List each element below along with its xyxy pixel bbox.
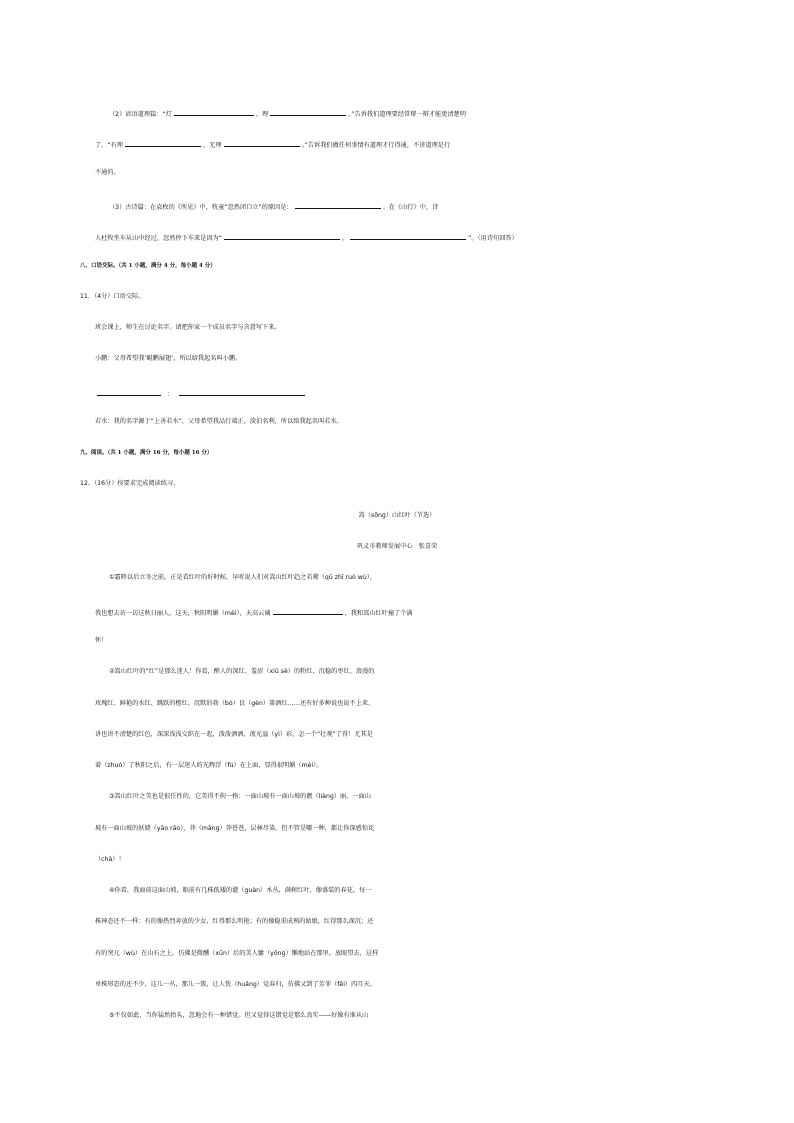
text: ，我和嵩山红叶撞了个满 (344, 610, 413, 617)
p4-line1: ④你看，我面前这面山坡，眼前有几株低矮的灌（guàn）木丛，满树红叶，像盛装的春花，每一 (109, 887, 372, 894)
article-author: 巩义市教师发展中心 张喜荣 (356, 543, 438, 550)
text: ， (341, 235, 349, 242)
q11-intro: 班会课上，师生在讨论名字。请把你家一个成员名字与含意写下来。 (95, 324, 281, 331)
text: 人杜牧坐车从山中经过，忽然停下车来是因为“ (95, 235, 222, 242)
text: 了。“有理 (95, 142, 123, 149)
p4-line4: 单株形态的还不少，这儿一丛，那儿一簇，让人恍（huǎng）觉春归，仿佛又到了芳菲（fēi）四月天。 (95, 981, 376, 988)
p2-line4: 着（zhuó）了秋阳之后，有一层迷人的光辉浮（fú）在上面，显得很明媚（mèi）。 (95, 762, 323, 769)
q10-part2-line2 (0, 132, 794, 156)
p3-line2: 坡有一面山坡的妖娆（yāo ráo），莽（mǎng）莽苍苍，层林尽染。但不管是哪一种，都让你深感惊诧 (95, 825, 375, 832)
text: ，理 (255, 111, 269, 118)
p1-line1: ①霜降以后立冬之前，正是看红叶的好时候，早听说人们对嵩山红叶趋之若鹜（qū zhī ruò wù）， (109, 574, 377, 581)
q10-part3-line2 (0, 225, 794, 249)
text: （3）古诗篇：在袁枚的《所见》中，牧童“忽然闭口立”的原因是： (109, 204, 293, 211)
p4-line2: 株神态还不一样：有的像热烈奔放的少女，红得那么明艳；有的像稳重成熟的姑娘，红得那么深沉；还 (95, 918, 374, 925)
colon-text: ： (167, 391, 174, 398)
answer-blank[interactable] (270, 101, 346, 116)
answer-blank[interactable] (174, 101, 254, 116)
q11-xiaopeng: 小鹏：父母希望我‘鲲鹏展翅’，所以给我起名叫小鹏。 (95, 355, 242, 362)
section-8-heading: 八、口语交际。（共 1 小题，满分 4 分，每小题 4 分） (80, 263, 216, 269)
answer-blank[interactable] (224, 225, 340, 240)
answer-blank[interactable] (125, 132, 201, 147)
p4-line3: 有的突兀（wù）在山石之上，仿佛是微醺（xūn）后的美人慵（yōnɡ）懒地站在那里。放眼望去，这样 (95, 950, 379, 957)
q11-title: 11．（4分）口语交际。 (80, 293, 145, 300)
p5-line1: ⑤不仅如此，当你猛然抬头，忽地会有一种错觉。但又觉得这错觉是那么真实——好像有谁从山 (109, 1012, 369, 1019)
p1-line2 (0, 600, 794, 624)
q12-title: 12．（16分）按要求完成阅读练习。 (80, 480, 180, 487)
q10-part3-line1 (0, 194, 794, 218)
q11-ruoshui: 若水：我的名字源于“上善若水”，父母希望我品行端正，淡泊名利，所以给我起名叫若水。 (95, 418, 343, 425)
answer-blank[interactable] (224, 132, 300, 147)
section-9-heading: 九、阅读。（共 1 小题，满分 16 分，每小题 16 分） (80, 450, 213, 456)
p2-line1: ②嵩山红叶的“红”是那么迷人！你看，醉人的深红、羞涩（xiū sè）的粉红、沉稳的枣红、浪漫的 (109, 668, 375, 675)
text: ”。（用诗句回答） (468, 235, 518, 242)
answer-blank[interactable] (350, 225, 466, 240)
answer-blank[interactable] (295, 194, 381, 209)
p2-line2: 玫瑰红、鲜艳的水红、跳跃的橙红、沉默的勃（bó）艮（gèn）第酒红……还有好多种说也说不上来、 (95, 700, 375, 707)
text: 。”告诉我们做任何事情有道理才行得通，不讲道理是行 (301, 142, 451, 149)
p3-line1: ③嵩山红叶之美也是很任性的，它美得不拘一格：一面山坡有一面山坡的靓（liàng）丽，一面山 (109, 793, 371, 800)
text: ，无理 (202, 142, 222, 149)
p2-line3: 讲也讲不清楚的红色，深深浅浅交织在一起，泼泼洒洒，流光溢（yì）彩，怎一个“壮观”了得！尤其是 (95, 731, 373, 738)
q10-part2-line3: 不通的。 (95, 169, 120, 176)
p3-line3: （chà）！ (95, 856, 125, 863)
text: 。在《山行》中，诗 (382, 204, 439, 211)
meaning-blank[interactable] (179, 381, 305, 396)
p1-line3: 怀！ (95, 637, 108, 644)
article-title: 嵩（sōnɡ）山红叶（节选） (358, 512, 436, 519)
answer-blank[interactable] (273, 600, 343, 615)
text: 我也想去访一访这秋日丽人。这天，秋阳明媚（mèi），天高云阔 (95, 610, 271, 617)
name-blank[interactable] (97, 381, 161, 396)
text: （2）谚语道理篇：“灯 (109, 111, 172, 118)
q11-answer-line (0, 381, 794, 405)
q10-part2-line1 (0, 101, 794, 125)
text: 。”告诉我们道理要经常辩一辩才能更清楚明 (348, 111, 466, 118)
